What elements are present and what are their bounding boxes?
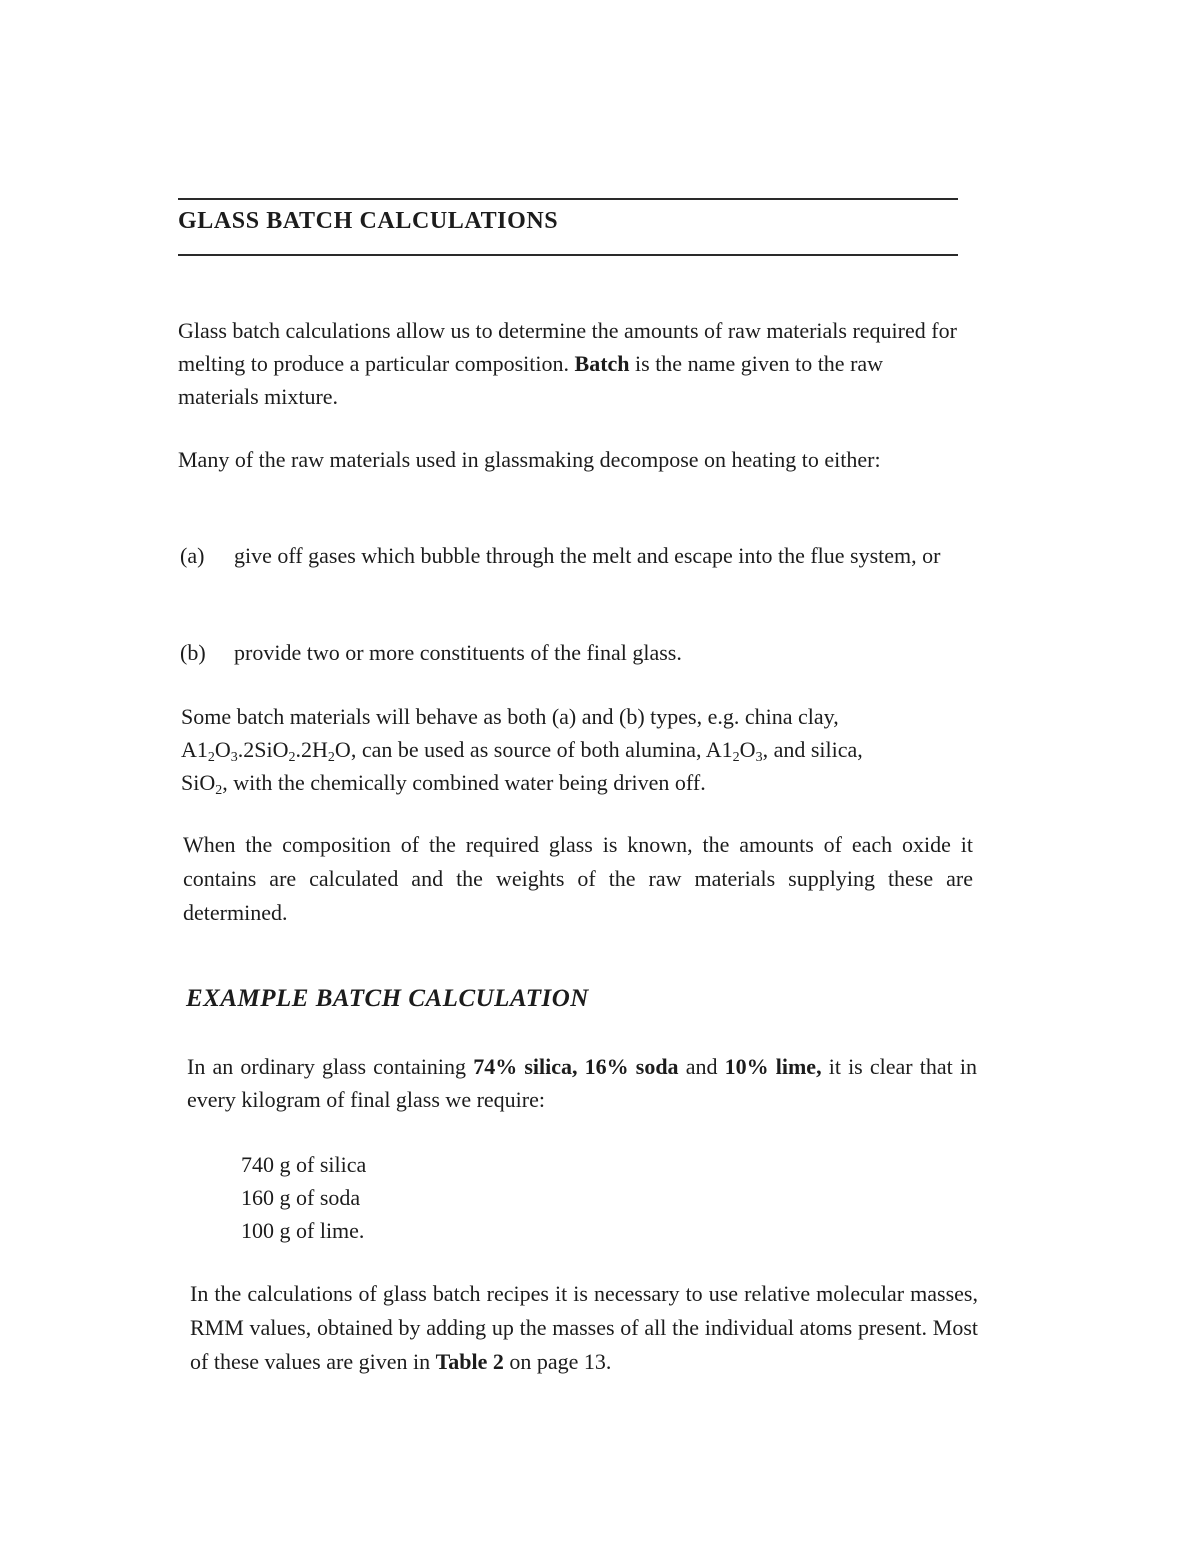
- list-item-b: [180, 636, 682, 669]
- amount-soda: 160 g of soda: [241, 1185, 361, 1210]
- amount-silica: 740 g of silica: [241, 1152, 367, 1177]
- amounts-list: [241, 1148, 366, 1247]
- top-rule: [178, 198, 958, 200]
- example-heading: EXAMPLE BATCH CALCULATION: [186, 985, 589, 1012]
- list-text-a: give off gases which bubble through the melt and escape into the flue system, or: [234, 543, 941, 568]
- page-title: GLASS BATCH CALCULATIONS: [178, 208, 559, 234]
- intro-paragraph: Glass batch calculations allow us to determine the amounts of raw materials required for melting to produce a particular composition. Batch is the name given to the raw materials mixture.: [178, 318, 957, 409]
- composition-paragraph: When the composition of the required glass is known, the amounts of each oxide it contains are calculated and the weights of the raw materials supplying these are determined.: [183, 832, 973, 925]
- bottom-rule: [178, 254, 958, 256]
- example-paragraph: In an ordinary glass containing 74% silica, 16% soda and 10% lime, it is clear that in every kilogram of final glass we require:: [187, 1054, 977, 1112]
- alumina-formula: $A1_2O_3$: [705, 737, 763, 765]
- batch-term: Batch: [574, 351, 630, 376]
- china-clay-paragraph: Some batch materials will behave as both (a) and (b) types, e.g. china clay, $A1_2O_3.2SiO_2.2H_2O$, can be used as source of both alumina, $A1_2O_3$, and silica, SiO$_2$, with the chemically combined water being driven off.: [181, 704, 863, 798]
- amount-lime: 100 g of lime.: [241, 1218, 365, 1243]
- china-clay-formula: $A1_2O_3.2SiO_2.2H_2O$: [181, 737, 351, 765]
- silica-formula: SiO$_2$: [181, 770, 223, 798]
- decompose-paragraph: Many of the raw materials used in glassmaking decompose on heating to either:: [178, 447, 881, 472]
- list-text-b: provide two or more constituents of the final glass.: [234, 640, 682, 665]
- table-reference: Table 2: [435, 1349, 504, 1374]
- list-label-b: (b): [180, 640, 206, 665]
- list-item-a: [180, 539, 941, 572]
- list-label-a: (a): [180, 543, 205, 568]
- rmm-paragraph: In the calculations of glass batch recipes it is necessary to use relative molecular masses, RMM values, obtained by adding up the masses of all the individual atoms present. Most of these values are given in Table 2 on page 13.: [190, 1281, 978, 1374]
